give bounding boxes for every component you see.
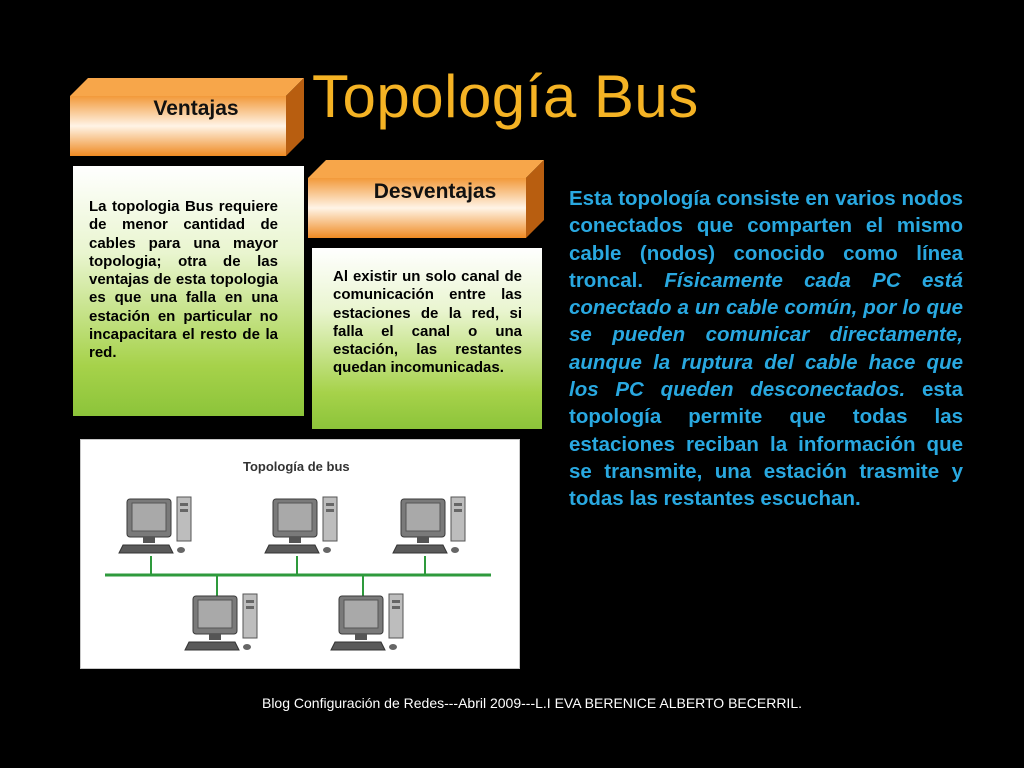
description-part3: esta topología permite que todas las estaciones reciban la información que se transmite, una estación trasmite y todas las restantes escuchan. (569, 378, 963, 511)
diagram-title: Topología de bus (243, 459, 350, 474)
ventajas-box (73, 166, 304, 416)
description-part1: Esta topología consiste en varios nodos conectados que comparten el mismo cable (nodos) conocido como línea troncal. (569, 187, 963, 292)
computer-icon (331, 594, 403, 650)
description-part2: Físicamente cada PC está conectado a un cable común, por lo que se pueden comunicar directamente, aunque la ruptura del cable hace que los PC queden desconectados. (569, 268, 963, 402)
slide-title: Topología Bus (312, 63, 699, 130)
desventajas-box (312, 248, 542, 429)
computer-icon (393, 497, 465, 553)
computer-icon (185, 594, 257, 650)
bus-topology-diagram (80, 439, 520, 669)
desventajas-tab (308, 160, 544, 240)
bus-diagram-drawing (81, 440, 521, 670)
computer-icon (119, 497, 191, 553)
desventajas-text: Al existir un solo canal de comunicación entre las estaciones de la red, si falla el canal o una estación, las restantes quedan incomunicadas. (333, 268, 522, 377)
topology-description (569, 185, 963, 513)
ventajas-tab (70, 78, 304, 158)
ventajas-label: Ventajas (153, 97, 239, 120)
ventajas-text: La topologia Bus requiere de menor cantidad de cables para una mayor topologia; otra de las ventajas de esta topologia es que una falla en una estación en particular no incapacitara el resto de la red. (89, 198, 278, 362)
footer-credit: Blog Configuración de Redes---Abril 2009---L.I EVA BERENICE ALBERTO BECERRIL. (261, 695, 802, 711)
computer-icon (265, 497, 337, 553)
desventajas-label: Desventajas (373, 180, 497, 203)
